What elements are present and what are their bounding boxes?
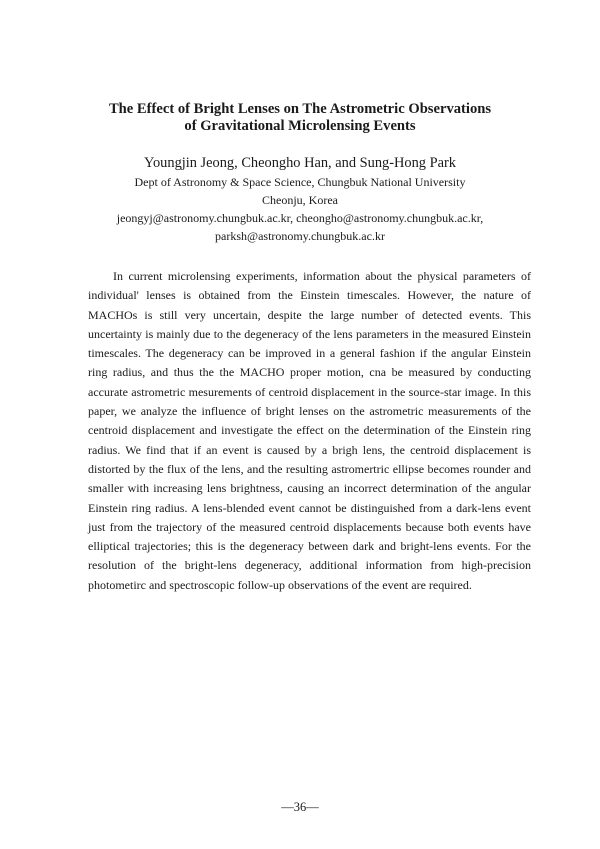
- page-number: —36—: [281, 800, 319, 814]
- paper-title-line-2: of Gravitational Microlensing Events: [184, 118, 416, 134]
- paper-title: [60, 101, 540, 135]
- abstract-paragraph: In current microlensing experiments, information about the physical parameters of individual' lenses is obtained from the Einstein timescales. However, the nature of MACHOs is still very uncertain, despite the large number of detected events. This uncertainty is mainly due to the degeneracy of the lens parameters in the measured Einstein timescales. The degeneracy can be improved in a general fashion if the angular Einstein ring radius, and thus the the MACHO proper motion, cna be measured by conducting accurate astrometric mesurements of centroid displacement in the source-star image. In this paper, we analyze the influence of bright lenses on the astrometric measurements of the centroid displacement and investigate the effect on the determination of the Einstein ring radius. We find that if an event is caused by a brigh lens, the centroid displacement is distorted by the flux of the lens, and the resulting astromertric ellipse becomes rounder and smaller with increasing lens brightness, causing an incorrect determination of the angular Einstein ring radius. A lens-blended event cannot be distinguished from a dark-lens event just from the trajectory of the measured centroid displacements because both events have elliptical trajectories; this is the degeneracy between dark and bright-lens events. For the resolution of the bright-lens degeneracy, additional information from high-precision photometirc and spectroscopic follow-up observations of the event are required.: [88, 269, 531, 592]
- paper-title-line-1: The Effect of Bright Lenses on The Astrometric Observations: [108, 101, 492, 117]
- author-list: Youngjin Jeong, Cheongho Han, and Sung-Hong Park: [144, 155, 456, 171]
- affiliation-department: Dept of Astronomy & Space Science, Chungbuk National University: [134, 175, 466, 189]
- author-emails-line-1: jeongyj@astronomy.chungbuk.ac.kr, cheongho@astronomy.chungbuk.ac.kr,: [116, 211, 484, 225]
- affiliation-location: Cheonju, Korea: [262, 193, 338, 207]
- author-emails-line-2: parksh@astronomy.chungbuk.ac.kr: [215, 229, 385, 243]
